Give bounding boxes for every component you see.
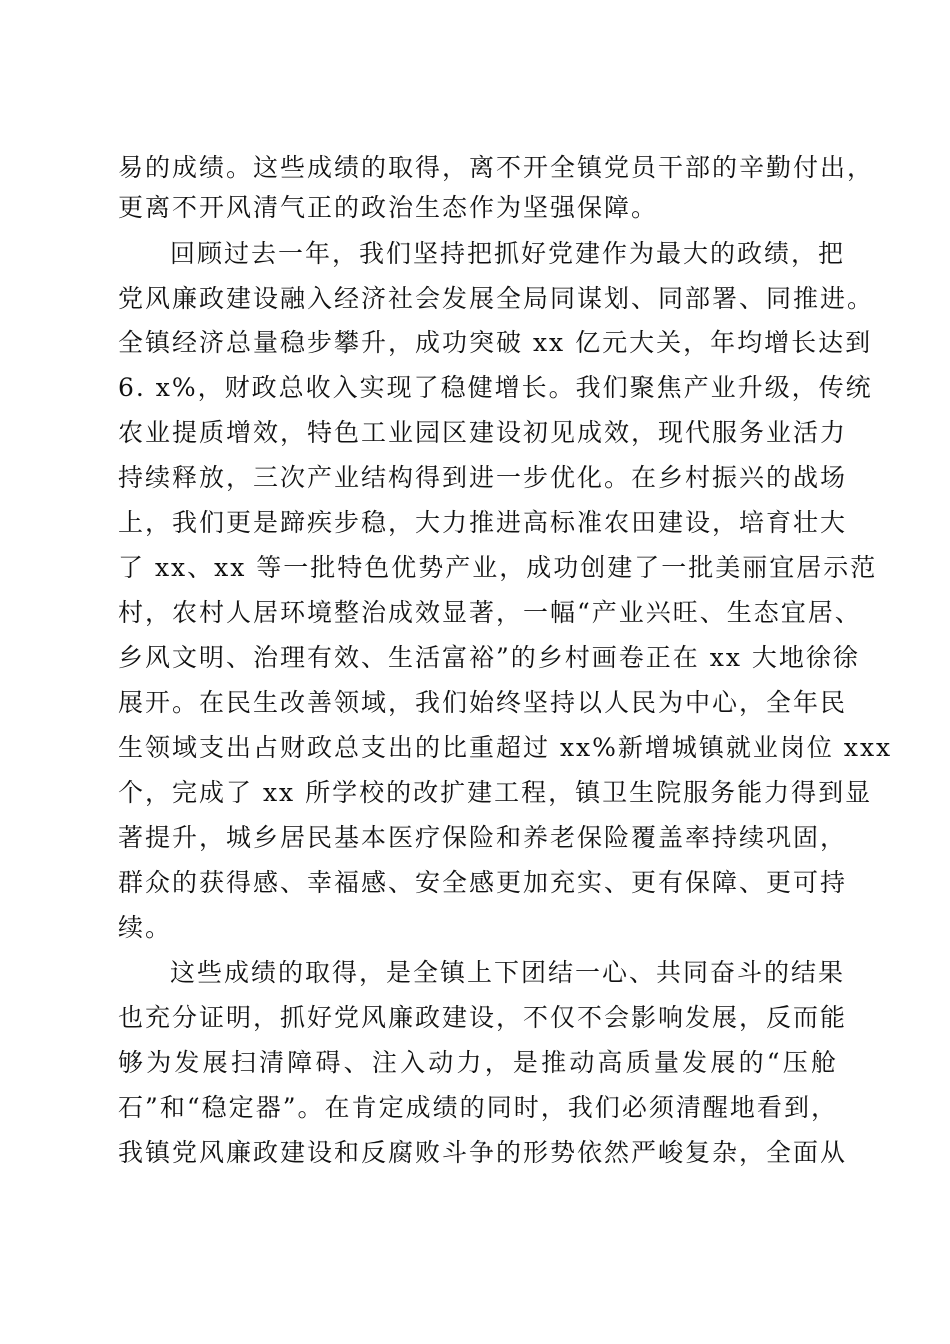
text-line: 也充分证明，抓好党风廉政建设，不仅不会影响发展，反而能 (118, 1003, 848, 1032)
text-line: 了 xx、xx 等一批特色优势产业，成功创建了一批美丽宜居示范 (118, 553, 878, 582)
text-line: 党风廉政建设融入经济社会发展全局同谋划、同部署、同推进。 (118, 284, 875, 313)
text-line: 乡风文明、治理有效、生活富裕”的乡村画卷正在 xx 大地徐徐 (118, 643, 860, 672)
text-line: 全镇经济总量稳步攀升，成功突破 xx 亿元大关，年均增长达到 (118, 328, 873, 357)
text-line: 农业提质增效，特色工业园区建设初见成效，现代服务业活力 (118, 418, 848, 447)
text-line: 石”和“稳定器”。在肯定成绩的同时，我们必须清醒地看到， (118, 1093, 838, 1122)
text-line: 续。 (118, 913, 173, 942)
text-line: 易的成绩。这些成绩的取得，离不开全镇党员干部的辛勤付出， (118, 153, 875, 182)
paragraph-first-line: 这些成绩的取得，是全镇上下团结一心、共同奋斗的结果 (170, 958, 846, 987)
text-line: 6. x%，财政总收入实现了稳健增长。我们聚焦产业升级，传统 (118, 373, 873, 402)
text-line: 著提升，城乡居民基本医疗保险和养老保险覆盖率持续巩固， (118, 823, 848, 852)
text-line: 展开。在民生改善领域，我们始终坚持以人民为中心，全年民 (118, 688, 848, 717)
text-line: 生领域支出占财政总支出的比重超过 xx%新增城镇就业岗位 xxx (118, 733, 893, 762)
text-line: 更离不开风清气正的政治生态作为坚强保障。 (118, 193, 659, 222)
text-line: 持续释放，三次产业结构得到进一步优化。在乡村振兴的战场 (118, 463, 848, 492)
text-line: 群众的获得感、幸福感、安全感更加充实、更有保障、更可持 (118, 868, 848, 897)
text-line: 够为发展扫清障碍、注入动力，是推动高质量发展的“压舱 (118, 1048, 838, 1077)
text-line: 我镇党风廉政建设和反腐败斗争的形势依然严峻复杂，全面从 (118, 1138, 848, 1167)
text-line: 村，农村人居环境整治成效显著，一幅“产业兴旺、生态宜居、 (118, 598, 862, 627)
paragraph-first-line: 回顾过去一年，我们坚持把抓好党建作为最大的政绩，把 (170, 239, 846, 268)
text-line: 上，我们更是蹄疾步稳，大力推进高标准农田建设，培育壮大 (118, 508, 848, 537)
text-line: 个，完成了 xx 所学校的改扩建工程，镇卫生院服务能力得到显 (118, 778, 873, 807)
